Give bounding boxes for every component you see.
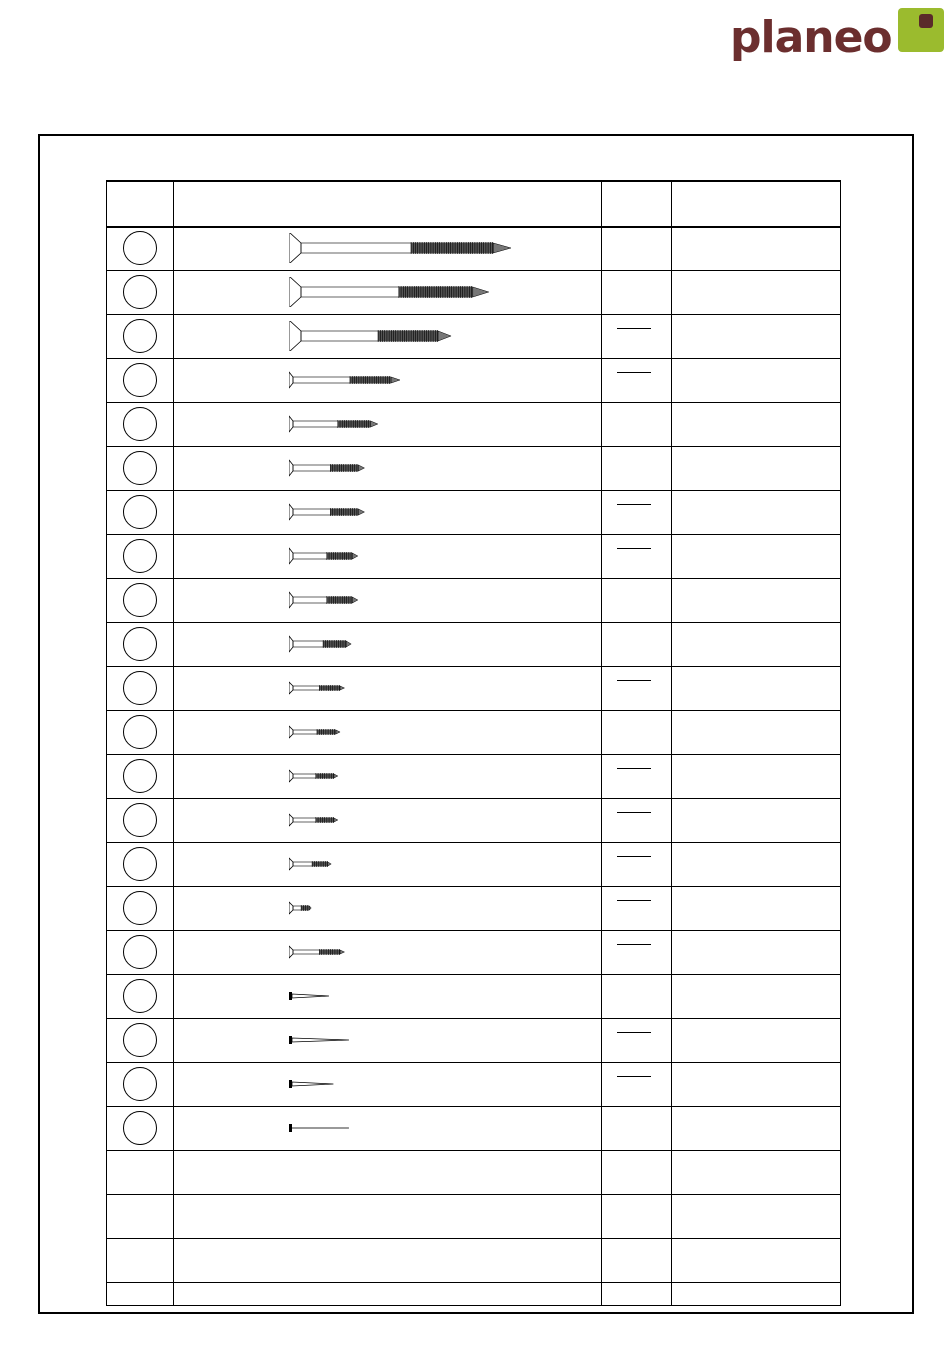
quantity-blank-line — [617, 812, 651, 813]
quantity-blank-line — [617, 856, 651, 857]
part-number-circle — [123, 847, 157, 881]
nail-icon — [289, 981, 529, 1011]
table-row — [107, 1062, 840, 1106]
screw-icon — [289, 629, 529, 659]
table-row — [107, 534, 840, 578]
table-row — [107, 446, 840, 490]
quantity-blank-line — [617, 1076, 651, 1077]
table-row — [107, 842, 840, 886]
screw-icon — [289, 937, 529, 967]
screw-icon — [289, 805, 529, 835]
part-number-circle — [123, 1023, 157, 1057]
screw-icon — [289, 673, 529, 703]
screw-icon — [289, 761, 529, 791]
screw-icon — [289, 233, 529, 263]
part-number-circle — [123, 583, 157, 617]
part-number-circle — [123, 671, 157, 705]
screw-icon — [289, 541, 529, 571]
part-number-circle — [123, 231, 157, 265]
nail-icon — [289, 1025, 529, 1055]
part-number-circle — [123, 979, 157, 1013]
table-row — [107, 358, 840, 402]
table-row — [107, 270, 840, 314]
brand-wordmark: planeo — [730, 12, 892, 63]
table-row — [107, 402, 840, 446]
table-header-row — [107, 182, 840, 226]
part-number-circle — [123, 495, 157, 529]
table-row — [107, 1150, 840, 1194]
part-number-circle — [123, 319, 157, 353]
quantity-blank-line — [617, 944, 651, 945]
quantity-blank-line — [617, 548, 651, 549]
part-number-circle — [123, 803, 157, 837]
table-row — [107, 490, 840, 534]
screw-icon — [289, 409, 529, 439]
quantity-blank-line — [617, 680, 651, 681]
part-number-circle — [123, 1111, 157, 1145]
table-row — [107, 974, 840, 1018]
table-row — [107, 314, 840, 358]
table-row — [107, 1106, 840, 1150]
table-row — [107, 1238, 840, 1282]
part-number-circle — [123, 715, 157, 749]
table-row — [107, 754, 840, 798]
screw-icon — [289, 585, 529, 615]
part-number-circle — [123, 759, 157, 793]
screw-icon — [289, 321, 529, 351]
part-number-circle — [123, 363, 157, 397]
part-number-circle — [123, 627, 157, 661]
screw-icon — [289, 497, 529, 527]
table-row — [107, 622, 840, 666]
parts-table — [106, 180, 841, 1306]
planeo-logo — [730, 8, 946, 68]
table-row — [107, 578, 840, 622]
nail-icon — [289, 1069, 529, 1099]
nail-icon — [289, 1113, 529, 1143]
table-row — [107, 798, 840, 842]
quantity-blank-line — [617, 504, 651, 505]
part-number-circle — [123, 451, 157, 485]
table-row — [107, 226, 840, 270]
table-row — [107, 1194, 840, 1238]
quantity-blank-line — [617, 900, 651, 901]
part-number-circle — [123, 935, 157, 969]
quantity-blank-line — [617, 1032, 651, 1033]
screw-icon — [289, 893, 529, 923]
table-row — [107, 666, 840, 710]
part-number-circle — [123, 891, 157, 925]
table-row — [107, 886, 840, 930]
part-number-circle — [123, 407, 157, 441]
screw-icon — [289, 849, 529, 879]
table-row — [107, 710, 840, 754]
screw-icon — [289, 453, 529, 483]
screw-icon — [289, 717, 529, 747]
quantity-blank-line — [617, 768, 651, 769]
screw-icon — [289, 365, 529, 395]
quantity-blank-line — [617, 372, 651, 373]
screw-icon — [289, 277, 529, 307]
part-number-circle — [123, 539, 157, 573]
quantity-blank-line — [617, 328, 651, 329]
part-number-circle — [123, 1067, 157, 1101]
part-number-circle — [123, 275, 157, 309]
table-row — [107, 930, 840, 974]
brand-mark-icon — [898, 8, 944, 52]
row-divider — [107, 1282, 840, 1283]
table-row — [107, 1018, 840, 1062]
